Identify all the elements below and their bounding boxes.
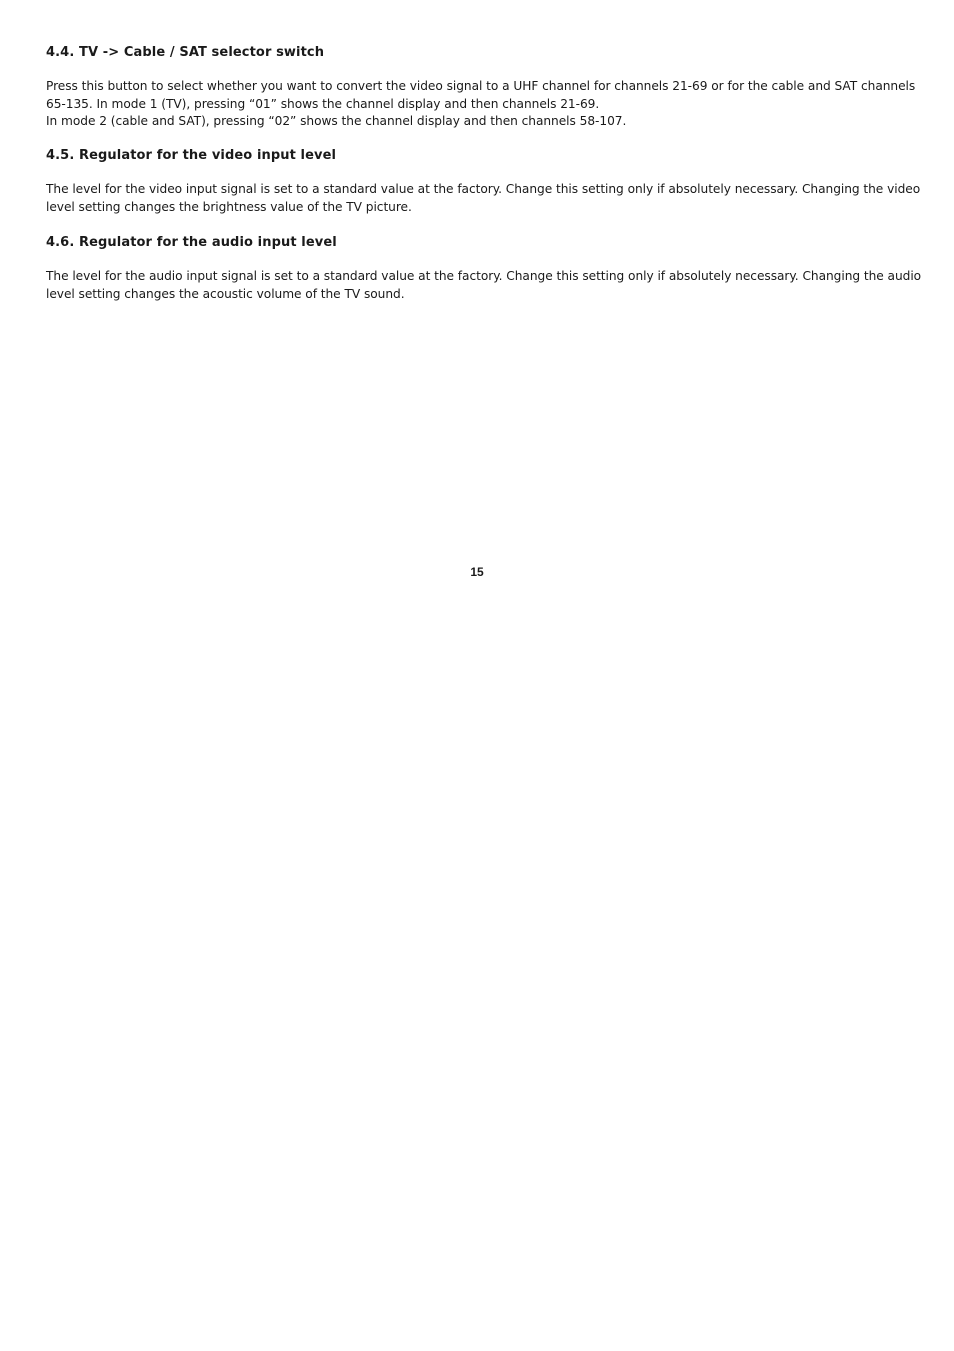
- section-heading: 4.5. Regulator for the video input level: [46, 148, 337, 163]
- section-paragraph: [46, 268, 922, 303]
- section-paragraph: [46, 78, 916, 131]
- section-heading: 4.4. TV -> Cable / SAT selector switch: [46, 45, 325, 60]
- paragraph-line: level setting changes the brightness value of the TV picture.: [46, 199, 412, 214]
- section-audio-input-level: [46, 234, 922, 303]
- paragraph-line: level setting changes the acoustic volume of the TV sound.: [46, 286, 405, 301]
- paragraph-line: 65-135. In mode 1 (TV), pressing “01” shows the channel display and then channels 21-69.: [46, 96, 600, 111]
- section-paragraph: [46, 181, 921, 216]
- section-tv-cable-sat-selector: [46, 44, 916, 131]
- paragraph-line: Press this button to select whether you want to convert the video signal to a UHF channel for channels 21-69 or for the cable and SAT channels: [46, 79, 916, 93]
- section-heading: 4.6. Regulator for the audio input level: [46, 235, 337, 250]
- paragraph-line: The level for the audio input signal is set to a standard value at the factory. Change this setting only if absolutely necessary. Changing the audio: [46, 269, 922, 283]
- section-video-input-level: [46, 147, 921, 216]
- paragraph-line: In mode 2 (cable and SAT), pressing “02” shows the channel display and then channels 58-107.: [46, 114, 627, 129]
- page-number: 15: [470, 565, 484, 579]
- paragraph-line: The level for the video input signal is set to a standard value at the factory. Change this setting only if absolutely necessary. Changing the video: [46, 182, 921, 196]
